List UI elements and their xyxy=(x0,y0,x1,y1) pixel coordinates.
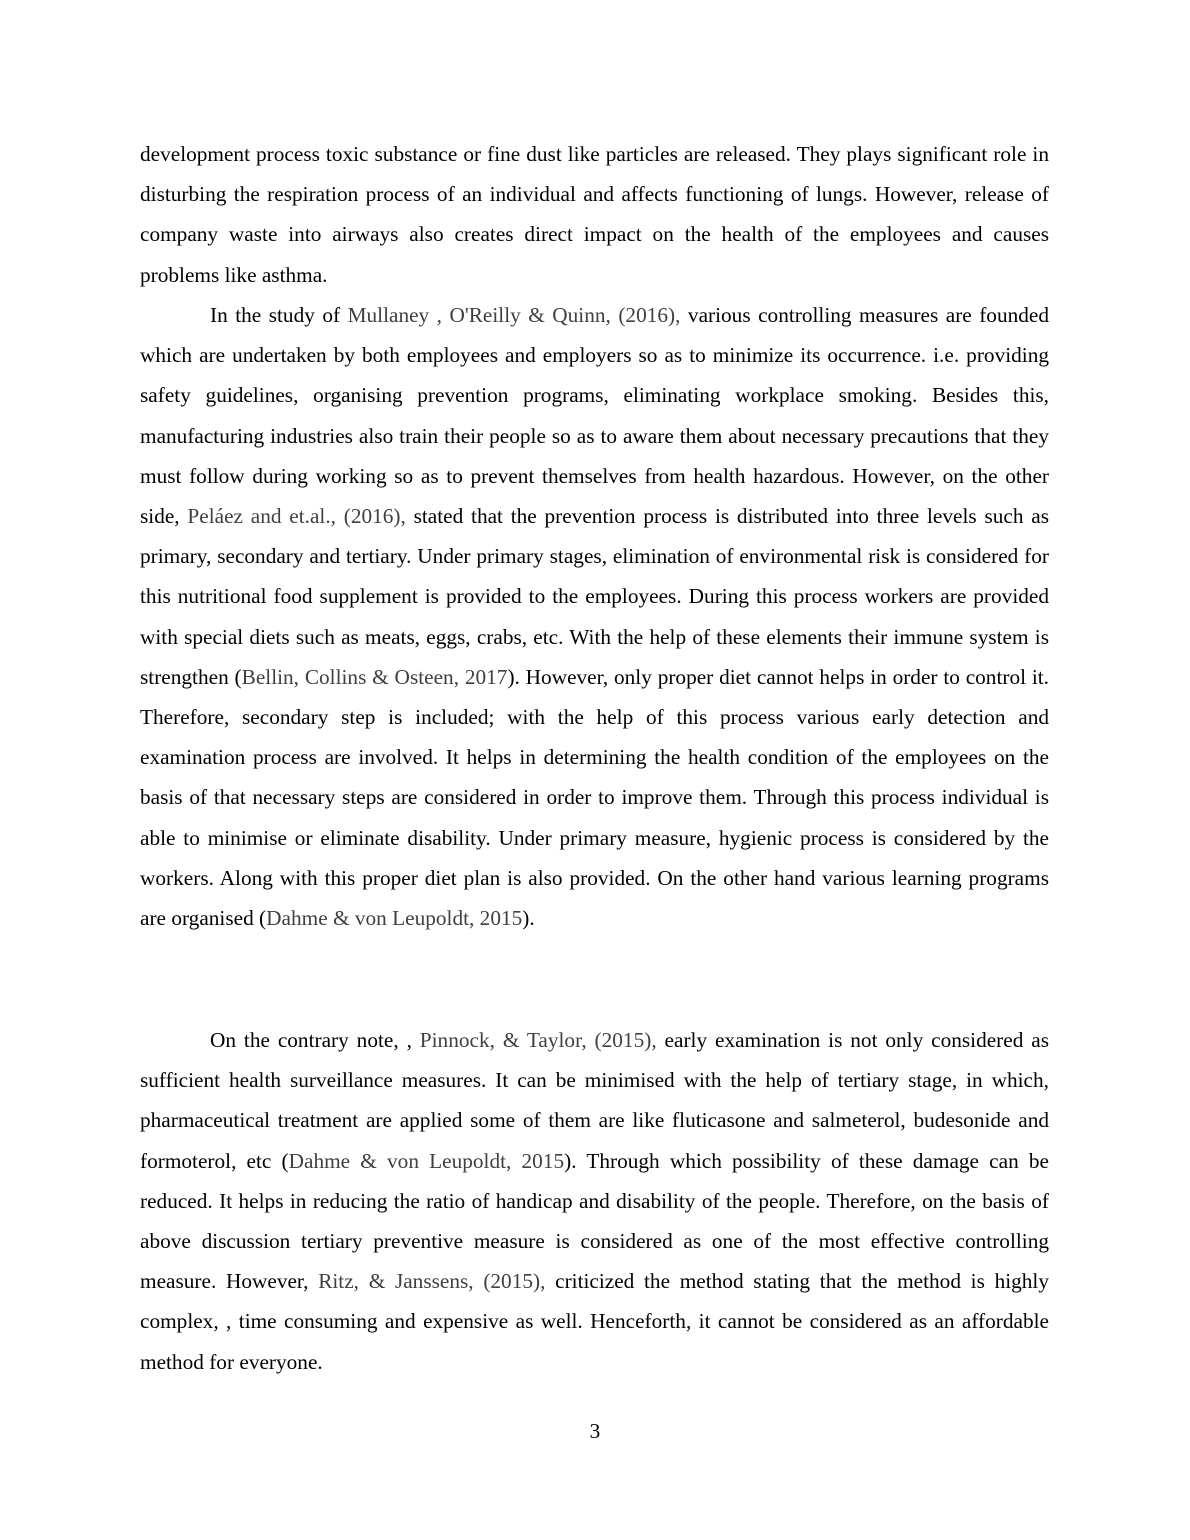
paragraph-2-text: ). However, only proper diet cannot helps in order to control it. Therefore, secondary step is included; with the help of this process various early detection and examination process are involved. It helps in determining the health condition of the employees on the basis of that necessary steps are considered in order to improve them. Through this process individual is able to minimise or eliminate disability. Under primary measure, hygienic process is considered by the workers. Along with this proper diet plan is also provided. On the other hand various learning programs are organised ( xyxy=(140,664,1049,931)
citation-dahme: Dahme & von Leupoldt, 2015 xyxy=(266,906,523,931)
paragraph-1-text: development process toxic substance or fine dust like particles are released. They plays significant role in disturbing the respiration process of an individual and affects functioning of lungs. However, release of company waste into airways also creates direct impact on the health of the employees and causes problems like asthma. xyxy=(140,142,1049,287)
page-number: 3 xyxy=(589,1419,601,1443)
paragraph-2-text: ). xyxy=(522,906,535,931)
citation-dahme: Dahme & von Leupoldt, 2015 xyxy=(288,1148,565,1173)
paragraph-2-text: stated that the prevention process is distributed into three levels such as primary, secondary and tertiary. Under primary stages, elimination of environmental risk is considered for this nutritional food supplement is provided to the employees. During this process workers are provided with special diets such as meats, eggs, crabs, etc. With the help of these elements their immune system is strengthen ( xyxy=(140,504,1049,689)
paragraph-2-text: various controlling measures are founded which are undertaken by both employees and employers so as to minimize its occurrence. i.e. providing safety guidelines, organising prevention programs, eliminating workplace smoking. Besides this, manufacturing industries also train their people so as to aware them about necessary precautions that they must follow during working so as to prevent themselves from health hazardous. However, on the other side, xyxy=(140,303,1050,529)
paragraph-3 xyxy=(140,1020,1049,1382)
paragraph-2-text: In the study of xyxy=(210,303,348,327)
citation-mullaney: Mullaney , O'Reilly & Quinn, (2016), xyxy=(347,303,681,327)
citation-ritz: Ritz, & Janssens, (2015), xyxy=(318,1269,546,1294)
paragraph-3-text: criticized the method stating that the method is highly complex, , time consuming and expensive as well. Henceforth, it cannot be considered as an affordable method for everyone. xyxy=(140,1269,1049,1374)
paragraph-2 xyxy=(140,295,1049,938)
paragraph-3-text: early examination is not only considered as sufficient health surveillance measures. It can be minimised with the help of tertiary stage, in which, pharmaceutical treatment are applied some of them are like fluticasone and salmeterol, budesonide and formoterol, etc ( xyxy=(140,1028,1050,1173)
paragraph-3-text: On the contrary note, , xyxy=(210,1028,420,1052)
paragraph-3-text: ). Through which possibility of these damage can be reduced. It helps in reducing the ratio of handicap and disability of the people. Therefore, on the basis of above discussion tertiary preventive measure is considered as one of the most effective controlling measure. However, xyxy=(140,1148,1049,1294)
citation-pinnock: Pinnock, & Taylor, (2015), xyxy=(419,1028,657,1052)
citation-pelaez: Peláez and et.al., (2016), xyxy=(187,504,406,529)
citation-bellin: Bellin, Collins & Osteen, 2017 xyxy=(241,664,508,689)
paragraph-1 xyxy=(140,134,1049,295)
